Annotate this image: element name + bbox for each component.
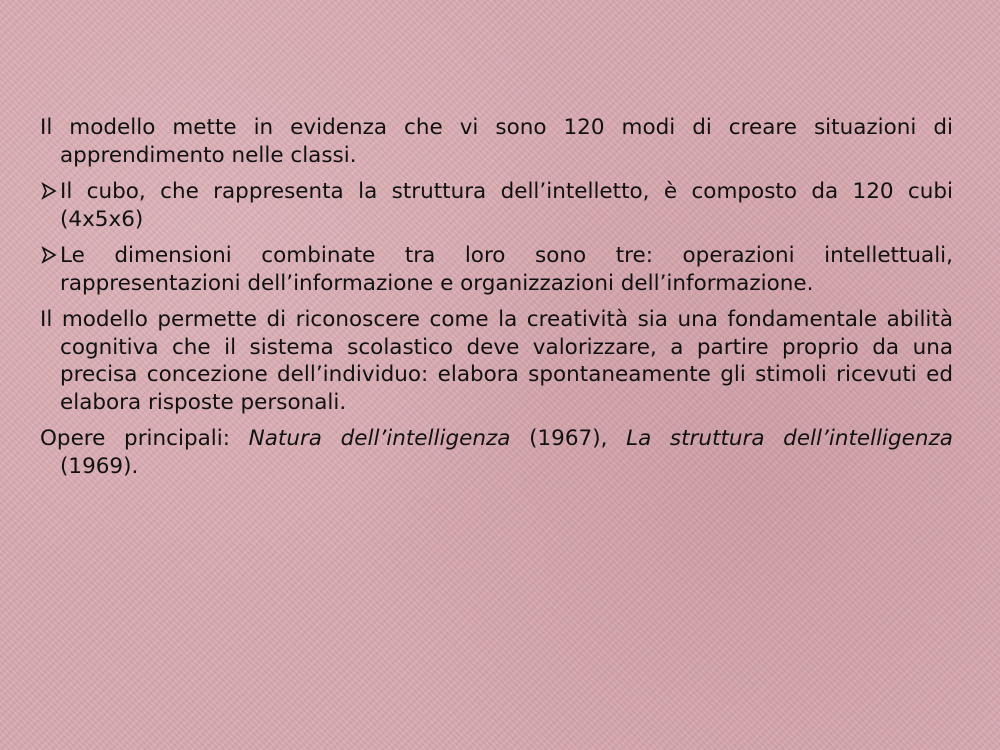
bullet-text: Il cubo, che rappresenta la struttura dell’intelletto, è composto da 120 cubi (4x5x6) — [60, 179, 953, 232]
paragraph-model-120-modes — [40, 114, 953, 169]
arrow-bullet-icon — [40, 178, 60, 206]
bullet-text: Le dimensioni combinate tra loro sono tre: operazioni intellettuali, rappresentazioni dell’informazione e organizzazioni dell’informazione. — [60, 243, 953, 296]
slide-body — [40, 114, 953, 489]
arrow-bullet-icon — [40, 242, 60, 270]
bullet-item-cube — [40, 178, 953, 233]
works-prefix: Opere principali: — [40, 426, 249, 451]
work-title-2: La struttura dell’intelligenza — [626, 426, 953, 451]
work-year-2: (1969). — [60, 453, 139, 479]
paragraph-creativity — [40, 306, 953, 416]
paragraph-text: Il modello mette in evidenza che vi sono 120 modi di creare situazioni di apprendimento nelle classi. — [40, 115, 953, 168]
bullet-item-dimensions — [40, 242, 953, 297]
paragraph-main-works — [40, 425, 953, 480]
paragraph-text: Il modello permette di riconoscere come la creatività sia una fondamentale abilità cognitiva che il sistema scolastico deve valorizzare, a partire proprio da una precisa concezione dell’individuo: elabora spontaneamente gli stimoli ricevuti ed elabora risposte personali. — [40, 307, 953, 415]
work-year-1: (1967), — [510, 426, 627, 451]
work-title-1: Natura dell’intelligenza — [248, 426, 511, 451]
